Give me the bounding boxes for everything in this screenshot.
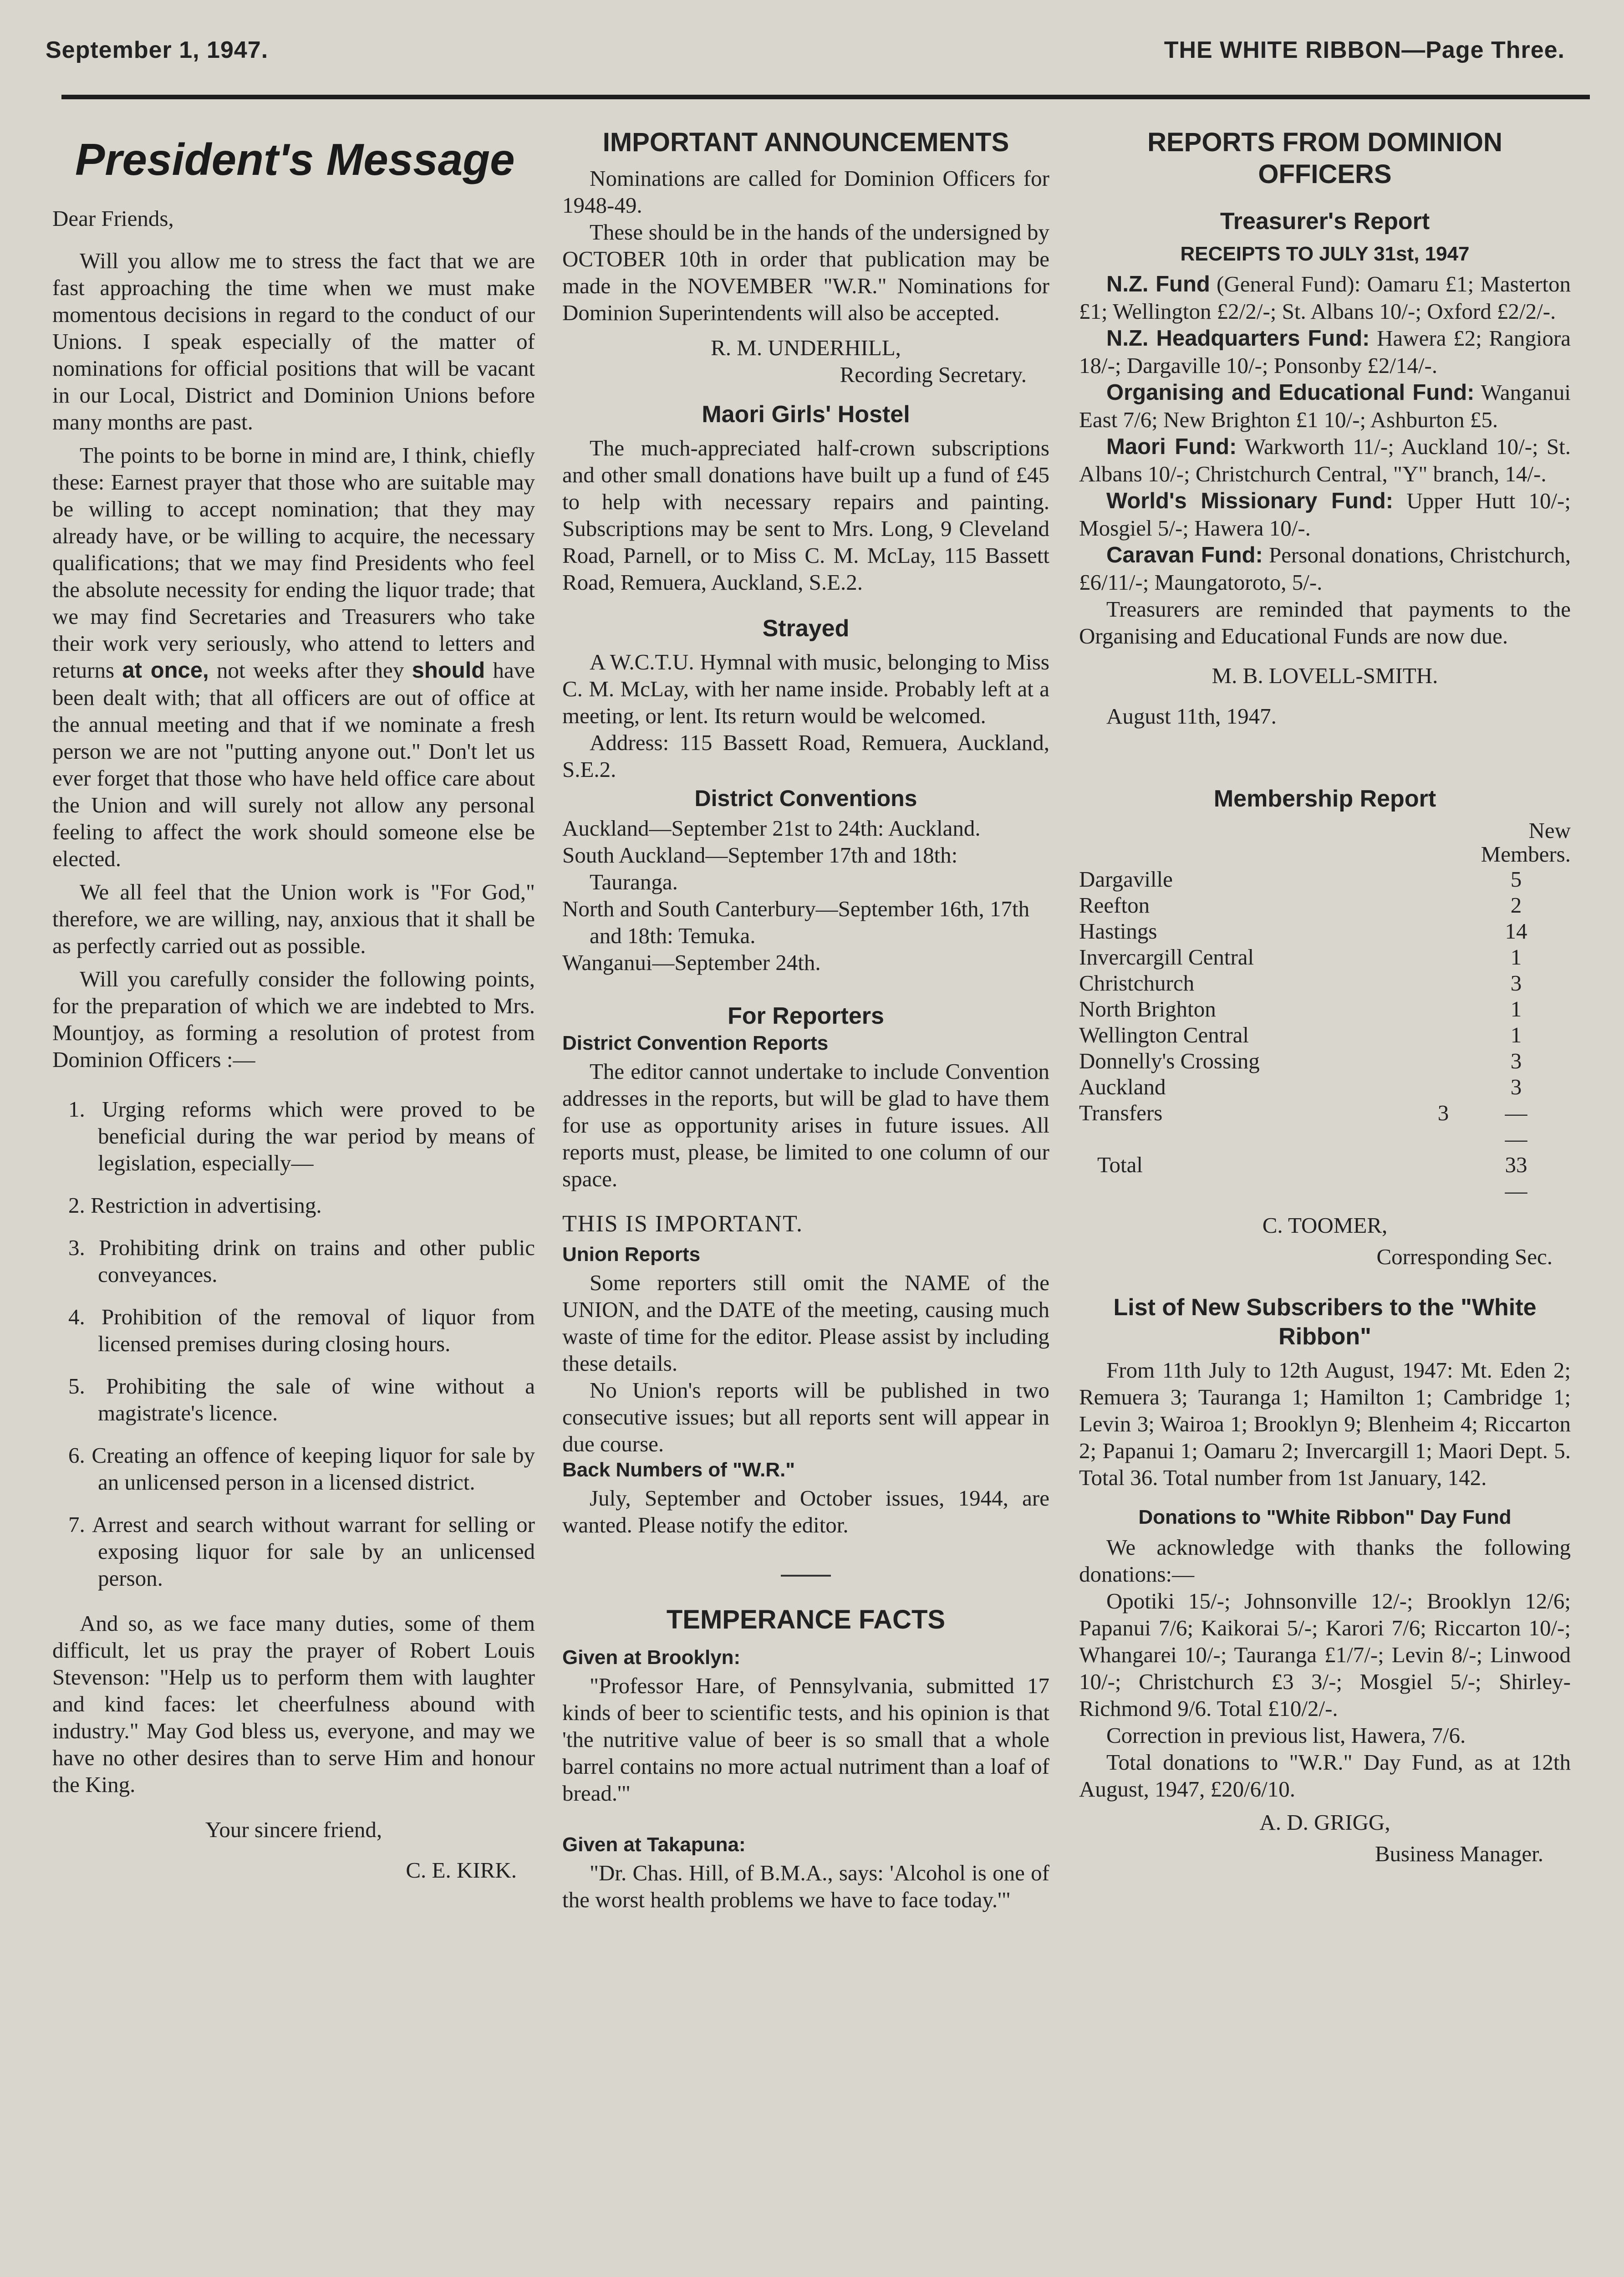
- table-row: Wellington Central 1: [1079, 1022, 1522, 1047]
- membership-role: Corresponding Sec.: [1376, 1244, 1553, 1269]
- hostel-text: The much-appreciated half-crown subscriptions and other small donations have built up a fund of £45 to help with necessary repairs and painting. Subscriptions may be sent to Mrs. Long, 9 Cleveland Road, Parnell, or to Miss C. M. McLay, 115 Bassett Road, Remuera, Auckland, S.E.2.: [562, 435, 1049, 595]
- list-item: 3. Prohibiting drink on trains and other public conveyances.: [68, 1235, 535, 1287]
- correction-text: Correction in previous list, Hawera, 7/6.: [1106, 1723, 1466, 1748]
- page-title: THE WHITE RIBBON—Page Three.: [1164, 37, 1565, 63]
- table-row: Reefton 2: [1079, 893, 1522, 918]
- reports-column: [1079, 123, 1571, 2277]
- back-numbers-text: July, September and October issues, 1944, are wanted. Please notify the editor.: [562, 1486, 1049, 1537]
- president-paragraph-5: And so, as we face many duties, some of them difficult, let us pray the prayer of Robert Louis Stevenson: "Help us to perform them with laughter and kind faces: let cheerfulness abound with industry." May God bless us, everyone, and may we have no other desires than to serve Him and honour the King.: [52, 1611, 535, 1797]
- table-row: Total 33: [1097, 1152, 1527, 1177]
- brooklyn-label: Given at Brooklyn:: [562, 1646, 741, 1669]
- membership-title: Membership Report: [1213, 786, 1436, 812]
- fund-missionary: World's Missionary Fund: Upper Hutt 10/-; Mosgiel 5/-; Hawera 10/-.: [1079, 488, 1571, 541]
- business-role: Business Manager.: [1375, 1841, 1543, 1866]
- union-reports-text-2: No Union's reports will be published in two consecutive issues; but all reports sent will appear in due course.: [562, 1378, 1049, 1456]
- membership-signature: C. TOOMER,: [1262, 1213, 1388, 1238]
- business-signature: A. D. GRIGG,: [1259, 1810, 1390, 1835]
- membership-table: New Members. Dargaville 5 Reefton 2 Hastings 14 Invercargill Central 1 Christchurch 3 North Brighton 1 Wellington Central 1 Donnelly's Crossing 3 Auckland 3 Transfers 3 — — Total 33 —: [1079, 818, 1571, 1203]
- president-message-title: President's Message: [75, 134, 515, 184]
- hostel-title: Maori Girls' Hostel: [702, 401, 910, 428]
- union-reports-label: Union Reports: [562, 1243, 701, 1266]
- treasurer-note: Treasurers are reminded that payments to the Organising and Educational Funds are now due.: [1079, 597, 1571, 648]
- table-row: Auckland 3: [1079, 1074, 1522, 1099]
- secretary-signature: R. M. UNDERHILL,: [711, 335, 901, 360]
- conventions-list: [562, 815, 1049, 976]
- total-donations: Total donations to "W.R." Day Fund, as at 12th August, 1947, £20/6/10.: [1079, 1750, 1571, 1802]
- table-row: Donnelly's Crossing 3: [1079, 1048, 1522, 1073]
- closing: Your sincere friend,: [205, 1817, 382, 1842]
- header-rule: [61, 95, 1590, 99]
- table-row: Transfers 3 —: [1079, 1100, 1527, 1125]
- treasurer-signature: M. B. LOVELL-SMITH.: [1212, 663, 1438, 688]
- list-item: South Auckland—September 17th and 18th: Tauranga.: [562, 842, 958, 894]
- list-item: 2. Restriction in advertising.: [68, 1193, 322, 1218]
- president-paragraph-1: Will you allow me to stress the fact that we are fast approaching the time when we must make momentous decisions in regard to the conduct of our Unions. I speak especially of the matter of nominations for official positions that will be vacant in our Local, District and Dominion Unions before many months are past.: [52, 248, 535, 434]
- new-members-header: New Members.: [1481, 818, 1571, 867]
- brooklyn-text: "Professor Hare, of Pennsylvania, submitted 17 kinds of beer to scientific tests, and his opinion is that 'the nutritive value of beer is so small that a whole barrel contains no more actual nutriment than a loaf of bread.'": [562, 1673, 1049, 1806]
- strayed-title: Strayed: [762, 615, 850, 642]
- table-row: Invercargill Central 1: [1079, 944, 1522, 970]
- subscribers-text: From 11th July to 12th August, 1947: Mt. Eden 2; Remuera 3; Tauranga 1; Hamilton 1; Cambridge 1; Levin 3; Wairoa 1; Brooklyn 9; Blenheim 4; Riccarton 2; Papanui 1; Oamaru 2; Invercargill 1; Maori Dept. 5. Total 36. Total number from 1st January, 142.: [1079, 1358, 1571, 1490]
- announcement-p1: Nominations are called for Dominion Officers for 1948-49.: [562, 166, 1049, 218]
- strayed-text: A W.C.T.U. Hymnal with music, belonging to Miss C. M. McLay, with her name inside. Probably left at a meeting, or lent. Its return would be welcomed.: [562, 649, 1049, 728]
- announcements-title: IMPORTANT ANNOUNCEMENTS: [602, 128, 1009, 157]
- president-signature: C. E. KIRK.: [406, 1858, 517, 1883]
- back-numbers-label: Back Numbers of "W.R.": [562, 1459, 795, 1481]
- fund-organising: Organising and Educational Fund: Wanganui East 7/6; New Brighton £1 10/-; Ashburton £5.: [1079, 380, 1571, 432]
- table-row: Hastings 14: [1079, 919, 1527, 944]
- list-item: 5. Prohibiting the sale of wine without a magistrate's licence.: [68, 1373, 535, 1425]
- protest-points-list: [52, 1096, 535, 1592]
- union-reports-text: Some reporters still omit the NAME of the UNION, and the DATE of the meeting, causing much waste of time for the editor. Please assist by including these details.: [562, 1270, 1049, 1376]
- donations-intro: We acknowledge with thanks the following donations:—: [1079, 1535, 1571, 1587]
- president-paragraph-4: Will you carefully consider the following points, for the preparation of which we are indebted to Mrs. Mountjoy, as forming a resolution of protest from Dominion Officers :—: [52, 966, 535, 1072]
- list-item: Wanganui—September 24th.: [562, 950, 821, 975]
- treasurer-date: August 11th, 1947.: [1106, 704, 1277, 729]
- president-paragraph-3: We all feel that the Union work is "For God," therefore, we are willing, nay, anxious that it shall be as perfectly carried out as possible.: [52, 879, 535, 958]
- donations-title: Donations to "White Ribbon" Day Fund: [1138, 1506, 1512, 1528]
- table-row: Christchurch 3: [1079, 970, 1522, 996]
- conventions-title: District Conventions: [694, 786, 917, 811]
- list-item: 1. Urging reforms which were proved to be beneficial during the war period by means of legislation, especially—: [68, 1097, 535, 1175]
- takapuna-label: Given at Takapuna:: [562, 1833, 746, 1856]
- fund-nz: N.Z. Fund (General Fund): Oamaru £1; Masterton £1; Wellington £2/2/-; St. Albans 10/-; Oxford £2/2/-.: [1079, 271, 1571, 324]
- reporters-label: District Convention Reports: [562, 1032, 829, 1054]
- secretary-role: Recording Secretary.: [840, 362, 1027, 387]
- table-row: North Brighton 1: [1079, 996, 1522, 1021]
- strayed-address: Address: 115 Bassett Road, Remuera, Auckland, S.E.2.: [562, 730, 1049, 782]
- fund-headquarters: N.Z. Headquarters Fund: Hawera £2; Rangiora 18/-; Dargaville 10/-; Ponsonby £2/14/-.: [1079, 326, 1571, 378]
- list-item: Auckland—September 21st to 24th: Auckland.: [562, 816, 981, 841]
- reporters-text: The editor cannot undertake to include Convention addresses in the reports, but will be glad to have them for use as opportunity arises in future issues. All reports must, please, be limited to one column of our space.: [562, 1059, 1049, 1191]
- announcement-p2: These should be in the hands of the undersigned by OCTOBER 10th in order that publication may be made in the NOVEMBER "W.R." Nominations for Dominion Superintendents will also be accepted.: [562, 220, 1049, 325]
- table-row: Dargaville 5: [1079, 867, 1522, 892]
- reports-title: REPORTS FROM DOMINION OFFICERS: [1147, 128, 1502, 189]
- donations-text: Opotiki 15/-; Johnsonville 12/-; Brooklyn 12/6; Papanui 7/6; Kaikorai 5/-; Karori 7/6; Riccarton 10/-; Whangarei 10/-; Tauranga £1/7/-; Levin 8/-; Linwood 10/-; Christchurch £3 3/-; Mosgiel 5/-; Shirley-Richmond 9/6. Total £10/2/-.: [1079, 1588, 1571, 1721]
- temperance-title: TEMPERANCE FACTS: [666, 1605, 946, 1634]
- issue-date: September 1, 1947.: [46, 37, 269, 63]
- salutation: Dear Friends,: [52, 206, 174, 231]
- receipts-title: RECEIPTS TO JULY 31st, 1947: [1180, 243, 1470, 265]
- treasurer-title: Treasurer's Report: [1220, 208, 1430, 235]
- important-heading: THIS IS IMPORTANT.: [562, 1211, 803, 1237]
- president-paragraph-2: The points to be borne in mind are, I think, chiefly these: Earnest prayer that those who are suitable may be willing to accept nomination; that they may already have, or be willing to acquire, the necessary qualifications; that we may find Presidents who feel the absolute necessity for ending the liquor trade; that we may find Secretaries and Treasurers who take their work very seriously, who attend to letters and returns at once, not weeks after they should have been dealt with; that all officers are out of office at the annual meeting and that if we nominate a fresh person we are not "putting anyone out." Don't let us ever forget that those who have held office care about the Union and will surely not allow any personal feeling to affect the work should someone else be elected.: [52, 443, 535, 871]
- announcements-column: [562, 123, 1049, 2277]
- president-message-column: [52, 123, 535, 2277]
- list-item: 6. Creating an offence of keeping liquor for sale by an unlicensed person in a licensed district.: [68, 1443, 535, 1495]
- list-item: 4. Prohibition of the removal of liquor from licensed premises during closing hours.: [68, 1304, 535, 1356]
- fund-maori: Maori Fund: Warkworth 11/-; Auckland 10/-; St. Albans 10/-; Christchurch Central, "Y" branch, 14/-.: [1079, 434, 1571, 486]
- subscribers-title: List of New Subscribers to the "White Ribbon": [1113, 1294, 1537, 1350]
- section-divider: [781, 1575, 831, 1577]
- reporters-title: For Reporters: [728, 1003, 884, 1029]
- fund-caravan: Caravan Fund: Personal donations, Christchurch, £6/11/-; Maungatoroto, 5/-.: [1079, 542, 1571, 595]
- list-item: North and South Canterbury—September 16th, 17th and 18th: Temuka.: [562, 896, 1030, 948]
- list-item: 7. Arrest and search without warrant for selling or exposing liquor for sale by an unlicensed person.: [68, 1512, 535, 1591]
- takapuna-text: "Dr. Chas. Hill, of B.M.A., says: 'Alcohol is one of the worst health problems we have to face today.'": [562, 1860, 1049, 1912]
